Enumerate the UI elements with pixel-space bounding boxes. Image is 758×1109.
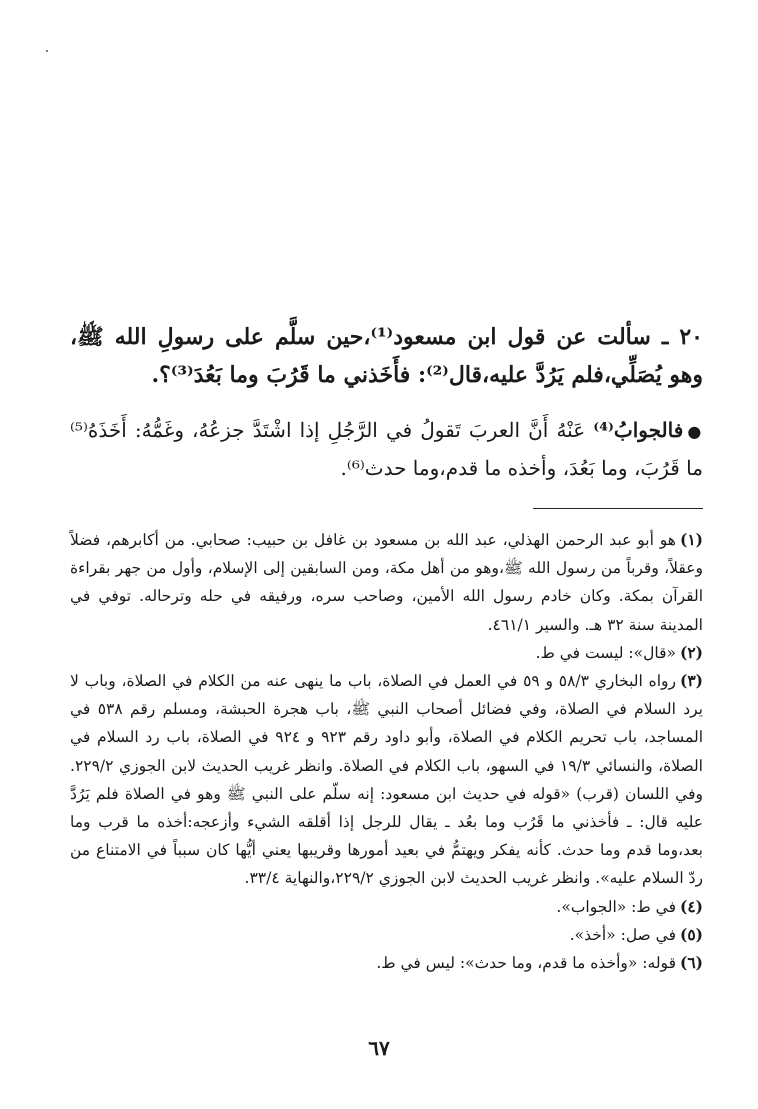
- footnote-text: هو أبو عبد الرحمن الهذلي، عبد الله بن مسعود بن غافل بن حبيب: صحابي. من أكابرهم، فضلاً وعقلاً، وقرباً من رسول الله ﷺ،وهو من أهل مكة، ومن السابقين إلى الإسلام، وأول من جهر بقراءة القرآن بمكة. وكان خادم رسول الله الأمين، وصاحب سره، ورفيقه في حله وترحاله. توفي في المدينة سنة ٣٢ هـ. والسير ٤٦١/١.: [70, 531, 703, 634]
- footnote-5: [70, 921, 703, 949]
- footnote-number: (٥): [679, 924, 703, 944]
- footnote-number: (١): [679, 530, 703, 549]
- footnote-text: قوله: «وأخذه ما قدم، وما حدث»: ليس في ط.: [376, 954, 676, 973]
- bullet-icon: ●: [687, 422, 703, 441]
- footnote-number: (٢): [679, 642, 703, 662]
- footnote-number: (٦): [679, 953, 703, 973]
- footnote-text: في ط: «الجواب».: [556, 897, 676, 916]
- footnotes-section: [70, 526, 703, 977]
- answer-paragraph: [70, 412, 703, 486]
- answer-text: عَنْهُ أَنَّ العربَ تَقولُ في الرَّجُلِ إذا اشْتَدَّ جزعُهُ، وغَمُّهُ: أَخَذَهُ⁽⁵⁾ ما قَرُبَ، وما بَعُدَ، وأخذه ما قدم،وما حدث⁽⁶⁾.: [70, 418, 703, 480]
- footnote-1: [70, 526, 703, 639]
- footnote-separator: [533, 508, 703, 509]
- question-paragraph: [70, 318, 703, 394]
- page-number: ٦٧: [368, 1036, 390, 1060]
- footnote-4: [70, 893, 703, 921]
- footnote-text: رواه البخاري ٥٨/٣ و ٥٩ في العمل في الصلاة، باب ما ينهى عنه من الكلام في الصلاة، وباب لا يرد السلام في الصلاة، وفي فضائل أصحاب النبي ﷺ، باب هجرة الحبشة، ومسلم رقم ٥٣٨ في المساجد، باب تحريم الكلام في الصلاة، وأبو داود رقم ٩٢٣ و ٩٢٤ في الصلاة، باب رد السلام في الصلاة، والنسائي ١٩/٣ في السهو، باب الكلام في الصلاة. وانظر غريب الحديث لابن الجوزي ٢٢٩/٢. وفي اللسان (قرب) «قوله في حديث ابن مسعود: إنه سلّم على النبي ﷺ وهو في الصلاة فلم يَرُدَّ عليه قال: ـ فأخذني ما قَرُب وما بعُد ـ يقال للرجل إذا أقلقه الشيء وأزعجه:أخذه ما قرب وما بعد،وما قدم وما حدث. كأنه يفكر ويهتمُّ في بعيد أمورها وقريبها يعني أيُّها كان سبباً في الامتناع من ردّ السلام عليه». وانظر غريب الحديث لابن الجوزي ٢٢٩/٢،والنهاية ٣٣/٤.: [70, 672, 704, 888]
- footnote-2: [70, 639, 703, 667]
- footnote-number: (٤): [679, 896, 703, 916]
- footnote-6: [70, 949, 703, 977]
- footnote-text: «قال»: ليست في ط.: [535, 643, 676, 662]
- footnote-number: (٣): [679, 671, 703, 691]
- question-text: ٢٠ ـ سألت عن قول ابن مسعود⁽¹⁾،حين سلَّم على رسولِ الله ﷺ، وهو يُصَلِّي،فلم يَرُدَّ عليه،قال⁽²⁾: فأَخَذني ما قَرُبَ وما بَعُدَ⁽³⁾؟.: [70, 324, 703, 388]
- footnote-text: في صل: «أخذ».: [569, 925, 676, 944]
- answer-lead: فالجوابُ⁽⁴⁾: [593, 418, 684, 442]
- stray-mark: [46, 50, 48, 52]
- footnote-3: [70, 667, 703, 893]
